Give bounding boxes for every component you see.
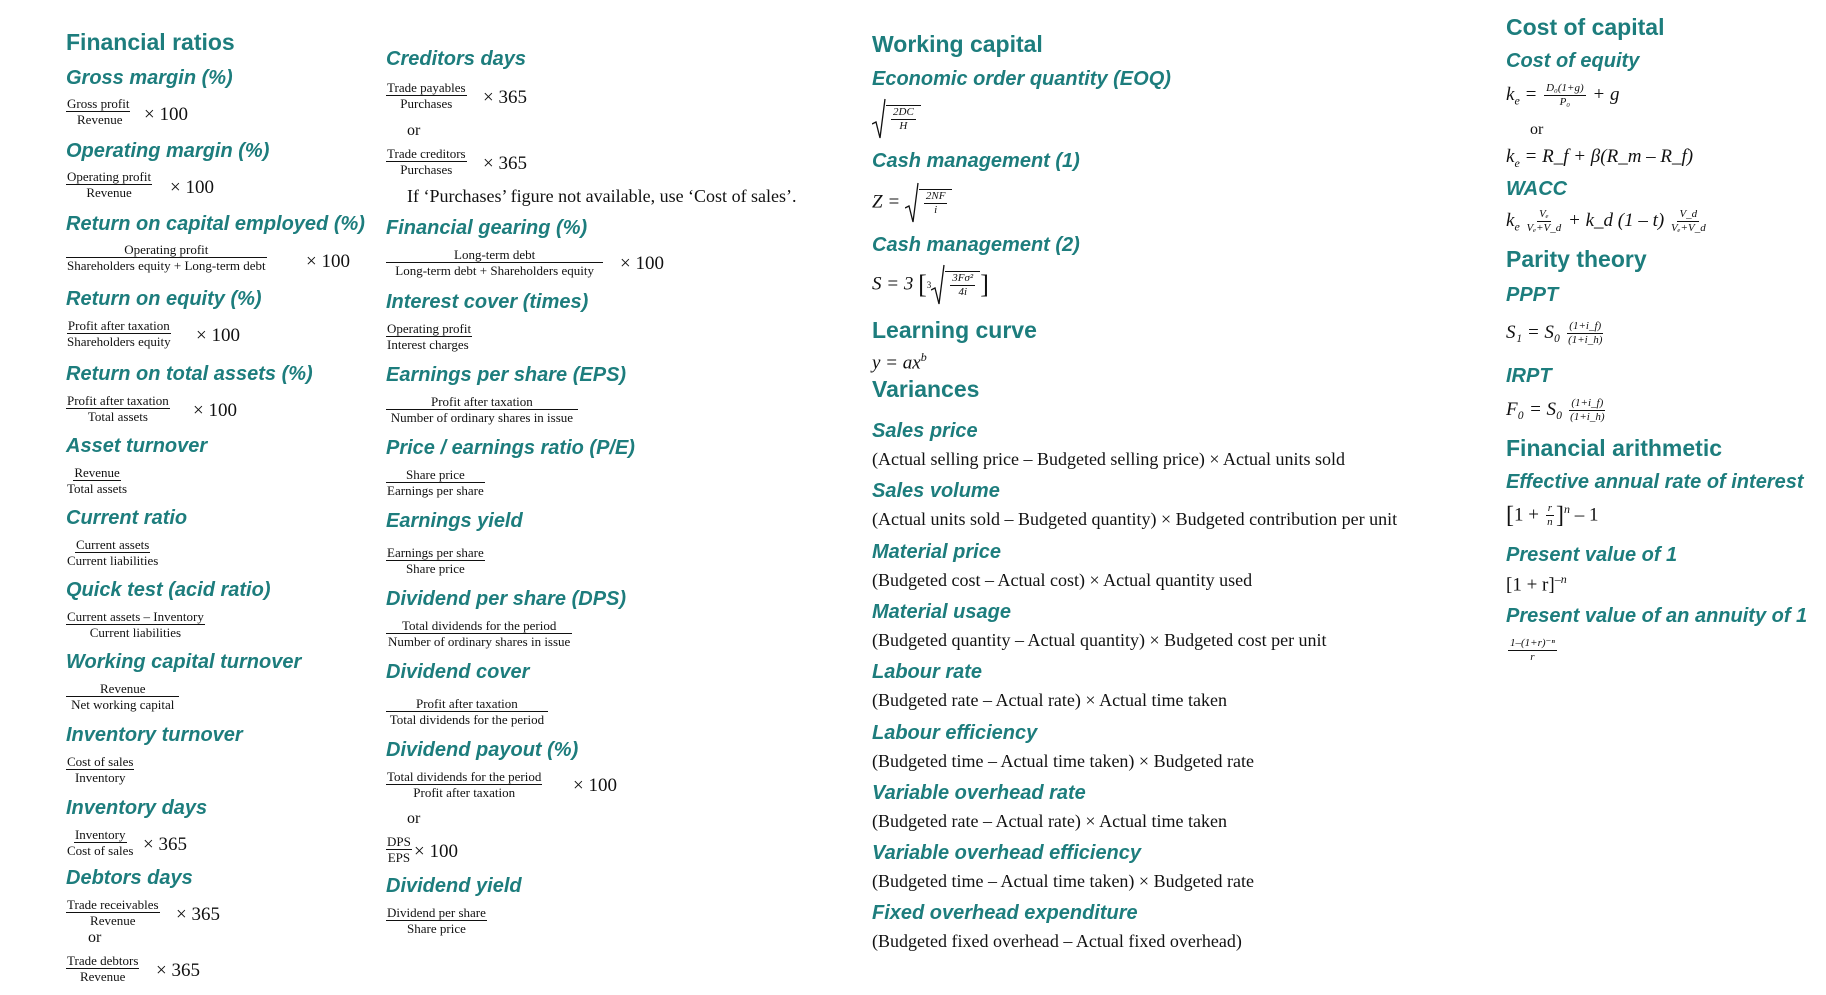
numerator: DPS (387, 834, 411, 849)
variance-formula: (Budgeted rate – Actual rate) × Actual time taken (872, 810, 1228, 831)
numerator: Revenue (74, 465, 120, 480)
sqrt (872, 98, 921, 140)
multiplier: × 100 (306, 251, 350, 272)
numerator: Total dividends for the period (387, 769, 542, 784)
denominator: Shareholders equity + Long-term debt (67, 258, 266, 273)
formula-debtors-days-2 (66, 953, 139, 985)
numerator: Trade debtors (67, 953, 139, 968)
radical-sign (931, 264, 945, 306)
heading-inventory-days: Inventory days (66, 797, 208, 819)
formula-dividend-cover (386, 696, 548, 728)
heading-quick-test: Quick test (acid ratio) (66, 579, 271, 601)
lhs: k (1506, 209, 1515, 231)
variance-heading: Material usage (872, 600, 1011, 623)
heading-cash-management-2: Cash management (2) (872, 234, 1080, 256)
formula-cash-management-1 (872, 182, 952, 224)
or-label: or (88, 929, 102, 946)
multiplier: × 365 (156, 960, 200, 981)
formula-quick-test (66, 609, 205, 641)
denominator: Vₑ+V_d (1526, 222, 1562, 234)
denominator: Revenue (86, 185, 132, 200)
lhs-sub: e (1514, 93, 1520, 108)
heading-present-value: Present value of 1 (1506, 544, 1678, 566)
heading-rota: Return on total assets (%) (66, 363, 313, 385)
radical-sign (905, 182, 919, 224)
heading-cash-management-1: Cash management (1) (872, 150, 1080, 172)
multiplier: × 100 (193, 400, 237, 421)
multiplier: × 365 (483, 153, 527, 174)
pv-exponent: –n (1554, 572, 1567, 586)
formula-eps (386, 394, 578, 426)
formula-capm (1506, 146, 1693, 171)
wacc-middle: + k_d (1 – t) (1568, 209, 1665, 231)
variance-heading: Variable overhead efficiency (872, 842, 1142, 865)
denominator: Earnings per share (387, 483, 484, 498)
numerator: Revenue (66, 681, 179, 697)
heading-roe: Return on equity (%) (66, 288, 262, 310)
formula-eoq (872, 98, 921, 140)
denominator: Current liabilities (89, 625, 182, 640)
numerator: Operating profit (387, 321, 472, 336)
denominator: r (1530, 651, 1535, 663)
numerator: Operating profit (124, 242, 209, 257)
or-label: or (1530, 121, 1544, 138)
heading-dps: Dividend per share (DPS) (386, 588, 627, 610)
heading-gross-margin: Gross margin (%) (66, 67, 233, 89)
formula-present-value (1506, 572, 1567, 596)
heading-pe-ratio: Price / earnings ratio (P/E) (386, 437, 635, 459)
heading-wacc: WACC (1506, 178, 1568, 200)
formula-inventory-days (66, 827, 134, 859)
section-title-learning-curve: Learning curve (872, 317, 1037, 343)
formula-interest-cover (386, 321, 472, 353)
denominator: Long-term debt + Shareholders equity (395, 263, 594, 278)
cube-root (927, 264, 980, 306)
numerator: D₀(1+g) (1546, 82, 1584, 94)
multiplier: × 100 (573, 775, 617, 796)
multiplier: × 100 (414, 841, 458, 862)
denominator: Inventory (74, 770, 126, 785)
heading-financial-gearing: Financial gearing (%) (386, 217, 588, 239)
learning-formula-exponent: b (920, 350, 927, 364)
variance-heading: Labour efficiency (872, 721, 1038, 744)
numerator: Trade creditors (387, 146, 466, 161)
multiplier: × 365 (176, 904, 220, 925)
bracket-left-icon: [ (918, 270, 927, 299)
denominator: Total dividends for the period (389, 712, 545, 727)
numerator: (1+i_f) (1569, 320, 1602, 332)
denominator: Share price (407, 921, 466, 936)
formula-wc-turnover (66, 681, 179, 713)
numerator: Total dividends for the period (386, 618, 572, 634)
denominator: (1+i_h) (1570, 411, 1605, 423)
variance-formula: (Budgeted rate – Actual rate) × Actual time taken (872, 690, 1228, 711)
section-title-parity-theory: Parity theory (1506, 246, 1647, 272)
numerator: Dividend per share (387, 905, 486, 920)
root-index: 3 (926, 280, 932, 290)
heading-eps: Earnings per share (EPS) (386, 364, 627, 386)
heading-inventory-turnover: Inventory turnover (66, 724, 243, 746)
numerator: Trade payables (387, 80, 466, 95)
variance-formula: (Actual selling price – Budgeted selling price) × Actual units sold (872, 449, 1346, 469)
numerator: Profit after taxation (386, 394, 578, 410)
heading-roce: Return on capital employed (%) (66, 213, 365, 235)
heading-effective-annual-rate: Effective annual rate of interest (1506, 471, 1804, 493)
heading-dividend-cover: Dividend cover (386, 661, 530, 683)
formula-operating-margin (66, 169, 152, 201)
denominator: Interest charges (387, 337, 469, 352)
heading-asset-turnover: Asset turnover (66, 435, 208, 457)
formula-wacc (1506, 208, 1708, 235)
section-title-financial-ratios: Financial ratios (66, 29, 235, 55)
or-label: or (407, 122, 421, 139)
denominator: (1+i_h) (1568, 334, 1603, 346)
heading-eoq: Economic order quantity (EOQ) (872, 68, 1171, 90)
denominator: Revenue (77, 112, 123, 127)
capm-rhs: = R_f + β(R_m – R_f) (1524, 146, 1694, 167)
denominator: Revenue (90, 913, 136, 928)
numerator: Earnings per share (387, 545, 484, 560)
heading-operating-margin: Operating margin (%) (66, 140, 270, 162)
heading-wc-turnover: Working capital turnover (66, 651, 302, 673)
section-title-working-capital: Working capital (872, 31, 1043, 57)
variance-heading: Labour rate (872, 661, 983, 684)
period-symbol: n (1547, 516, 1553, 529)
formula-dividend-yield (386, 905, 487, 937)
numerator: Current assets – Inventory (67, 609, 204, 624)
variance-formula: (Actual units sold – Budgeted quantity) × Budgeted contribution per unit (872, 509, 1398, 530)
pv-base: [1 + r] (1506, 574, 1555, 596)
numerator: Long-term debt (386, 247, 603, 263)
denominator: Total assets (67, 481, 128, 496)
formula-dividend-payout-1 (386, 769, 542, 801)
numerator: Share price (386, 467, 485, 483)
denominator: Cost of sales (67, 843, 134, 858)
formula-asset-turnover (66, 465, 128, 497)
denominator: EPS (387, 850, 411, 865)
section-title-cost-of-capital: Cost of capital (1506, 14, 1665, 40)
variance-formula: (Budgeted time – Actual time taken) × Budgeted rate (872, 871, 1255, 892)
formula-pe-ratio (386, 467, 485, 499)
denominator: Current liabilities (67, 553, 159, 568)
numerator: 1–(1+r)⁻ⁿ (1510, 637, 1555, 649)
denominator: i (934, 204, 938, 216)
bracket-right-icon: ] (1556, 502, 1564, 529)
multiplier: × 100 (144, 104, 188, 125)
numerator: V_d (1679, 208, 1698, 220)
lhs: F₀ = S₀ (1506, 398, 1563, 420)
formula-debtors-days-1 (66, 897, 160, 929)
numerator: Operating profit (67, 169, 152, 184)
learning-formula-base: y = ax (872, 352, 921, 374)
heading-present-value-annuity: Present value of an annuity of 1 (1506, 605, 1808, 627)
denominator: Share price (405, 561, 465, 576)
formula-gross-margin (66, 96, 130, 128)
formula-current-ratio (66, 537, 159, 569)
heading-interest-cover: Interest cover (times) (386, 291, 589, 313)
variance-formula: (Budgeted time – Actual time taken) × Budgeted rate (872, 750, 1255, 771)
denominator: 4i (958, 286, 967, 298)
formula-effective-annual-rate: [1 + $\frac{r}{n}$ ]$^n$ – 1 (1506, 502, 1599, 529)
heading-pppt: PPPT (1506, 284, 1559, 306)
bracket-right-icon: ] (980, 270, 989, 299)
rate-symbol: r (1547, 502, 1552, 515)
heading-cost-of-equity: Cost of equity (1506, 50, 1640, 72)
heading-debtors-days: Debtors days (66, 867, 193, 889)
formula-earnings-yield (386, 545, 485, 577)
heading-current-ratio: Current ratio (66, 507, 188, 529)
variance-heading: Material price (872, 540, 1001, 563)
denominator: Profit after taxation (413, 785, 516, 800)
formula-dividend-payout-2 (386, 834, 412, 866)
denominator: Total assets (87, 409, 148, 424)
lhs-sub: e (1514, 219, 1520, 234)
numerator: Current assets (76, 537, 150, 552)
formula-roce (66, 242, 267, 274)
heading-creditors-days: Creditors days (386, 48, 527, 70)
denominator: Shareholders equity (67, 334, 171, 349)
sqrt (905, 182, 953, 224)
multiplier: × 365 (143, 834, 187, 855)
numerator: Profit after taxation (386, 696, 548, 712)
lhs: k (1506, 83, 1515, 105)
numerator: 2DC (893, 106, 914, 118)
lhs: Z = (872, 191, 901, 213)
denominator: Vₑ+V_d (1670, 222, 1706, 234)
numerator: (1+i_f) (1571, 397, 1604, 409)
formula-learning-curve (872, 350, 927, 374)
exponent-symbol: n (1564, 502, 1570, 516)
numerator: Profit after taxation (67, 393, 169, 408)
or-label: or (407, 810, 421, 827)
numerator: Cost of sales (67, 754, 134, 769)
numerator: Trade receivables (67, 897, 159, 912)
lhs: S₁ = S₀ (1506, 321, 1561, 343)
multiplier: × 100 (620, 253, 664, 274)
numerator: Gross profit (67, 96, 130, 111)
formula-creditors-days-2 (386, 146, 467, 178)
heading-dividend-payout: Dividend payout (%) (386, 739, 579, 761)
formula-financial-gearing (386, 247, 603, 279)
formula-creditors-days-1 (386, 80, 467, 112)
denominator: Number of ordinary shares in issue (390, 410, 574, 425)
formula-irpt (1506, 397, 1607, 424)
denominator: Purchases (400, 162, 453, 177)
lhs-sub: e (1514, 155, 1520, 170)
multiplier: × 100 (196, 325, 240, 346)
multiplier: × 100 (170, 177, 214, 198)
numerator: Inventory (74, 827, 126, 842)
formula-dps (386, 618, 572, 650)
multiplier: × 365 (483, 87, 527, 108)
formula-cost-of-equity: $k_e$ = $\frac{\text{D₀(1+g)}}{\text{P₀}}$ + g (1506, 82, 1620, 108)
tail: + g (1592, 83, 1620, 105)
section-title-variances: Variances (872, 376, 980, 402)
heading-irpt: IRPT (1506, 365, 1552, 387)
lhs: S = 3 (872, 273, 914, 295)
numerator: 2NF (925, 190, 946, 202)
denominator: H (899, 120, 908, 132)
variance-formula: (Budgeted cost – Actual cost) × Actual quantity used (872, 569, 1253, 590)
denominator: Revenue (79, 969, 126, 984)
purchases-note: If ‘Purchases’ figure not available, use ‘Cost of sales’. (407, 186, 797, 206)
numerator: 3Fσ² (952, 272, 974, 284)
formula-rota (66, 393, 170, 425)
denominator: Number of ordinary shares in issue (388, 634, 571, 649)
denominator: Net working capital (71, 697, 175, 712)
radical-sign (872, 98, 886, 140)
formula-present-value-annuity (1506, 637, 1559, 664)
heading-dividend-yield: Dividend yield (386, 875, 522, 897)
variance-heading: Fixed overhead expenditure (872, 902, 1138, 925)
formula-cash-management-2 (872, 264, 989, 306)
variance-formula: (Budgeted fixed overhead – Actual fixed overhead) (872, 931, 1242, 952)
variance-heading: Variable overhead rate (872, 781, 1086, 804)
formula-pppt (1506, 320, 1605, 347)
formula-inventory-turnover (66, 754, 134, 786)
section-title-financial-arithmetic: Financial arithmetic (1506, 435, 1723, 461)
variance-heading: Sales volume (872, 480, 1000, 503)
denominator: P₀ (1559, 96, 1571, 108)
numerator: Profit after taxation (67, 318, 170, 333)
variance-heading: Sales price (872, 420, 978, 442)
lhs: k (1506, 146, 1515, 167)
bracket-left-icon: [ (1506, 502, 1514, 529)
minus-one: – 1 (1574, 504, 1599, 526)
denominator: Purchases (400, 96, 453, 111)
variance-formula: (Budgeted quantity – Actual quantity) × Budgeted cost per unit (872, 629, 1327, 650)
numerator: Vₑ (1539, 208, 1549, 220)
heading-earnings-yield: Earnings yield (386, 510, 523, 532)
formula-roe (66, 318, 172, 350)
